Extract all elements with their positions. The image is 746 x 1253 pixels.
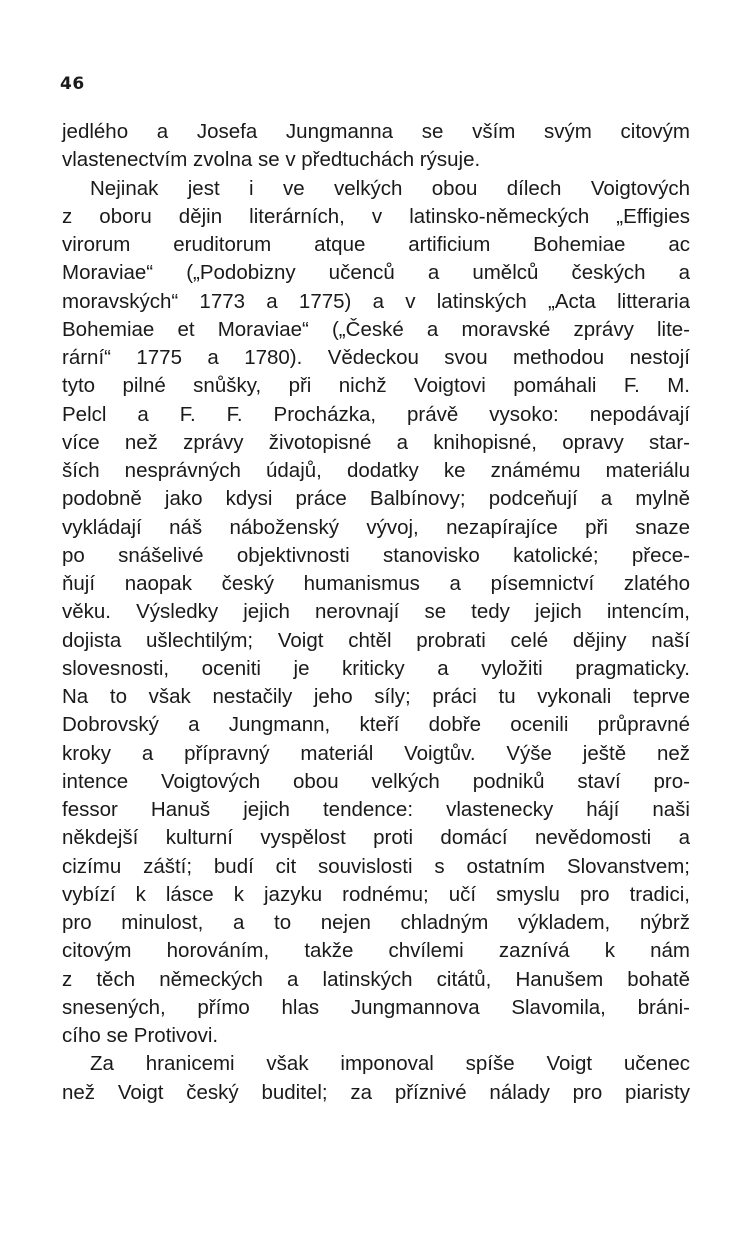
text-line: z těch německých a latinských citátů, Hanušem bohatě <box>62 967 690 991</box>
text-line: jedlého a Josefa Jungmanna se vším svým citovým <box>62 120 690 143</box>
text-line: dojista ušlechtilým; Voigt chtěl probrati celé dějiny naší <box>62 628 690 652</box>
text-line: cizímu záští; budí cit souvislosti s ostatním Slovanstvem; <box>62 854 690 878</box>
text-line: podobně jako kdysi práce Balbínovy; podceňují a mylně <box>62 487 690 511</box>
text-line: ších nesprávných údajů, dodatky ke známému materiálu <box>62 459 690 482</box>
text-line: než Voigt český buditel; za příznivé nálady pro piaristy <box>62 1080 690 1104</box>
text-line: po snášelivé objektivnosti stanovisko katolické; přece- <box>62 543 690 567</box>
text-line: fessor Hanuš jejich tendence: vlastenecky hájí naši <box>62 798 690 821</box>
text-line: moravských“ 1773 a 1775) a v latinských „Acta litteraria <box>62 289 690 313</box>
text-line: Pelcl a F. F. Procházka, právě vysoko: nepodávají <box>62 402 690 426</box>
text-line: snesených, přímo hlas Jungmannova Slavomila, bráni- <box>62 995 690 1019</box>
page-number: 46 <box>60 74 85 94</box>
body-text <box>62 118 690 1107</box>
text-line: Moraviae“ („Podobizny učenců a umělců českých a <box>62 261 690 285</box>
text-line: ňují naopak český humanismus a písemnictví zlatého <box>62 572 690 595</box>
text-line: někdejší kulturní vyspělost proti domácí nevědomosti a <box>62 826 690 850</box>
text-line: Nejinak jest i ve velkých obou dílech Voigtových <box>90 176 690 200</box>
text-line: kroky a přípravný materiál Voigtův. Výše ještě než <box>62 741 690 765</box>
text-line: intence Voigtových obou velkých podniků staví pro- <box>62 769 690 793</box>
text-line: vlastenectvím zvolna se v předtuchách rýsuje. <box>62 148 481 172</box>
text-line: Za hranicemi však imponoval spíše Voigt učenec <box>90 1052 690 1076</box>
text-line: Na to však nestačily jeho síly; práci tu vykonali teprve <box>62 685 690 708</box>
text-line: věku. Výsledky jejich nerovnají se tedy jejich intencím, <box>62 600 690 624</box>
text-line: slovesnosti, oceniti je kriticky a vyložiti pragmaticky. <box>62 656 690 680</box>
text-line: Bohemiae et Moraviae“ („České a moravské zprávy lite- <box>62 317 690 341</box>
text-line: více než zprávy životopisné a knihopisné, opravy star- <box>62 430 690 454</box>
text-line: vybízí k lásce k jazyku rodnému; učí smyslu pro tradici, <box>62 882 690 906</box>
text-line: tyto pilné snůšky, při nichž Voigtovi pomáhali F. M. <box>62 374 690 398</box>
text-line: pro minulost, a to nejen chladným výkladem, nýbrž <box>62 911 690 934</box>
text-line: citovým horováním, takže chvílemi zaznívá k nám <box>62 939 690 963</box>
text-line: cího se Protivovi. <box>62 1024 219 1047</box>
text-line: Dobrovský a Jungmann, kteří dobře ocenili průpravné <box>62 713 690 737</box>
text-line: vykládají náš náboženský vývoj, nezapírajíce při snaze <box>62 515 690 539</box>
text-line: virorum eruditorum atque artificium Bohemiae ac <box>62 233 690 256</box>
text-line: rární“ 1775 a 1780). Vědeckou svou methodou nestojí <box>62 346 690 369</box>
text-line: z oboru dějin literárních, v latinsko-německých „Effigies <box>62 204 690 228</box>
